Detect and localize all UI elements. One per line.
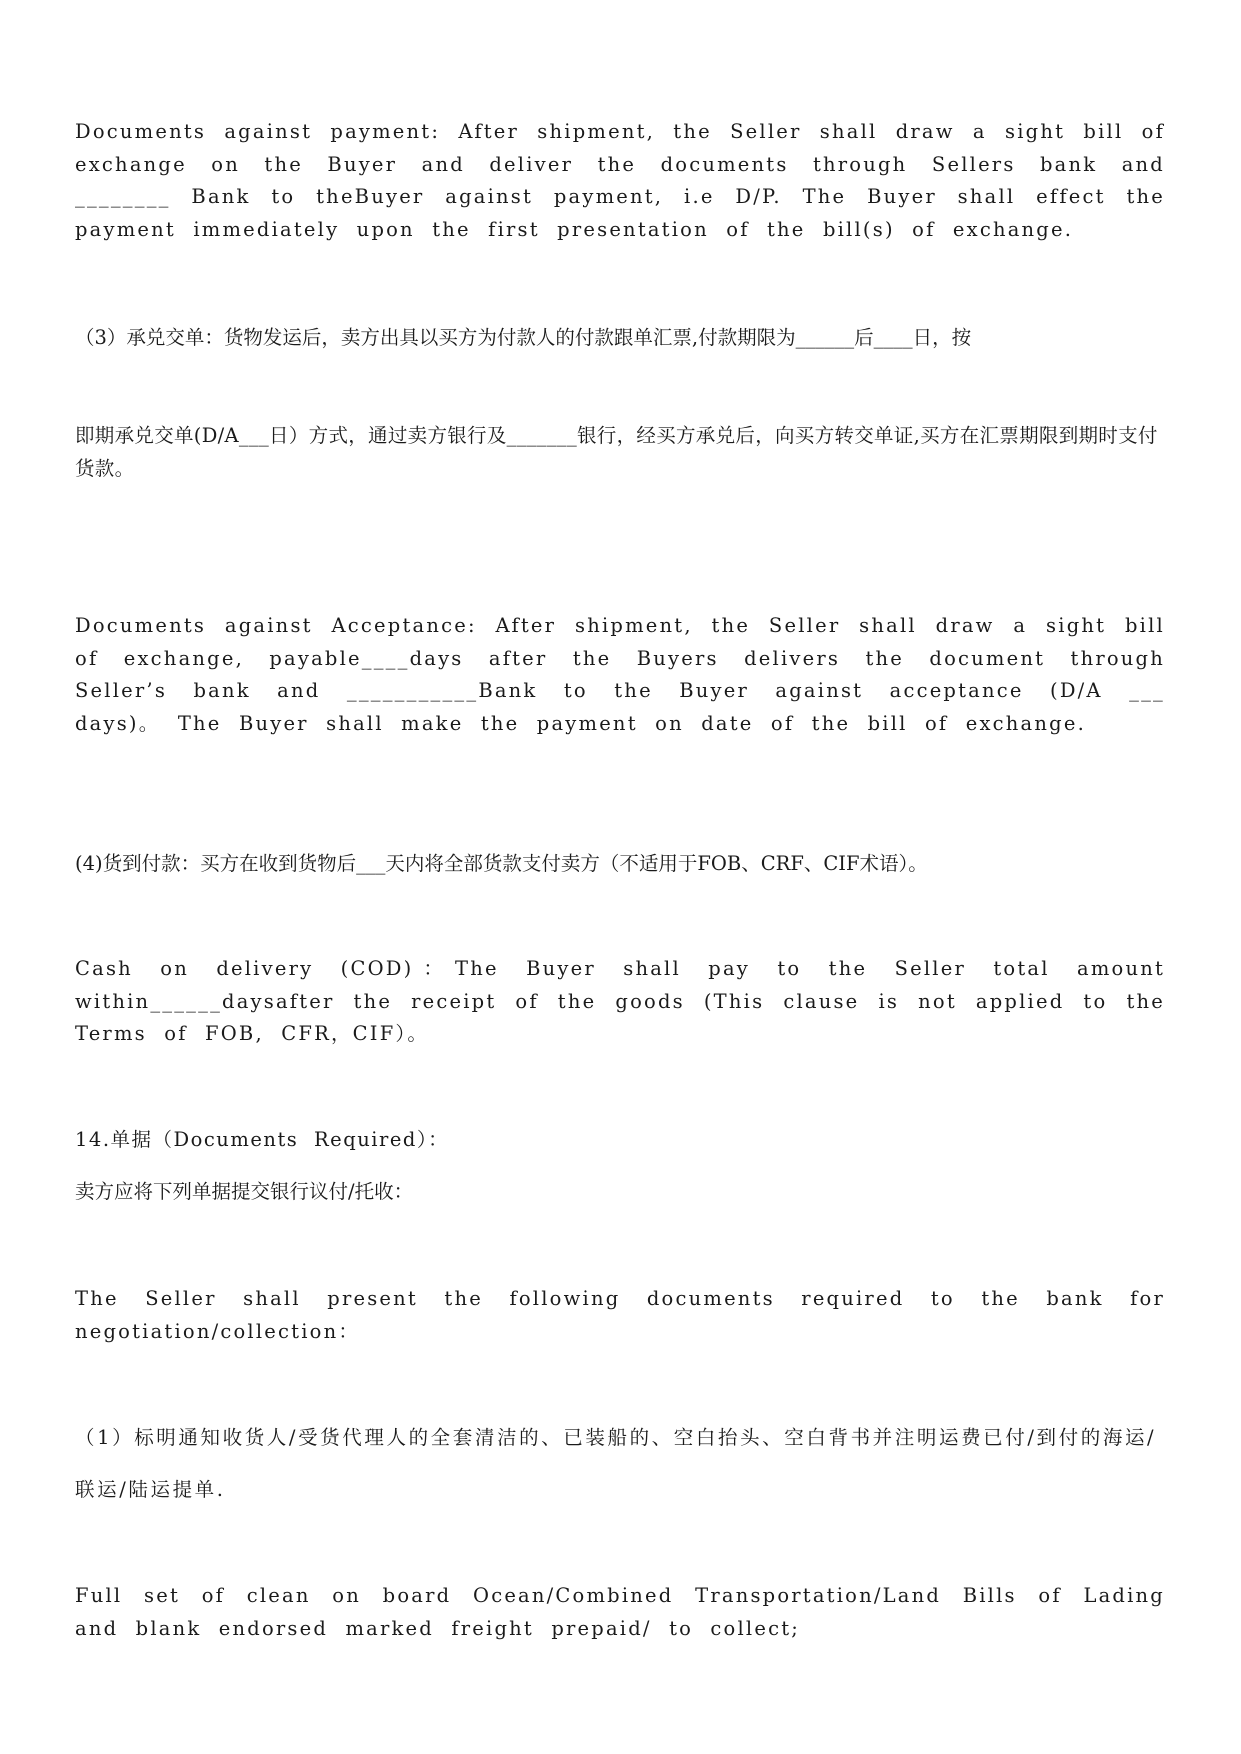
da-chinese-line-2: 即期承兑交单(D/A___日）方式，通过卖方银行及_______银行，经买方承兑后，向买方转交单证,买方在汇票期限到期时支付货款。	[75, 424, 1158, 480]
da-chinese-line-1: （3）承兑交单：货物发运后，卖方出具以买方为付款人的付款跟单汇票,付款期限为______后____日，按	[75, 326, 972, 349]
bill-of-lading-english: Full set of clean on board Ocean/Combined Transportation/Land Bills of Lading and blank endorsed marked freight prepaid/ to collect;	[75, 1584, 1165, 1640]
da-english-paragraph: Documents against Acceptance: After shipment, the Seller shall draw a sight bill of exchange, payable____days after the Buyers delivers the document through Seller’s bank and ___________Bank to the Buyer against acceptance (D/A ___ days)。 The Buyer shall make the payment on date of the bill of exchange.	[75, 614, 1165, 735]
section-14-english: The Seller shall present the following documents required to the bank for negotiation/collection：	[75, 1287, 1165, 1343]
cod-chinese-line: (4)货到付款：买方在收到货物后___天内将全部货款支付卖方（不适用于FOB、CRF、CIF术语）。	[75, 852, 928, 875]
section-14-chinese: 卖方应将下列单据提交银行议付/托收：	[75, 1180, 414, 1203]
section-14-heading: 14.单据（Documents Required）：	[75, 1128, 450, 1151]
dp-english-paragraph: Documents against payment: After shipment, the Seller shall draw a sight bill of exchange on the Buyer and deliver the documents through Sellers bank and ________ Bank to theBuyer against payment, i.e D/P. The Buyer shall effect the payment immediately upon the first presentation of the bill(s) of exchange.	[75, 120, 1165, 241]
bill-of-lading-chinese: （1）标明通知收货人/受货代理人的全套清洁的、已装船的、空白抬头、空白背书并注明运费已付/到付的海运/联运/陆运提单.	[75, 1426, 1157, 1501]
cod-english-paragraph: Cash on delivery (COD)：The Buyer shall pay to the Seller total amount within______daysafter the receipt of the goods (This clause is not applied to the Terms of FOB, CFR，CIF）。	[75, 957, 1165, 1045]
